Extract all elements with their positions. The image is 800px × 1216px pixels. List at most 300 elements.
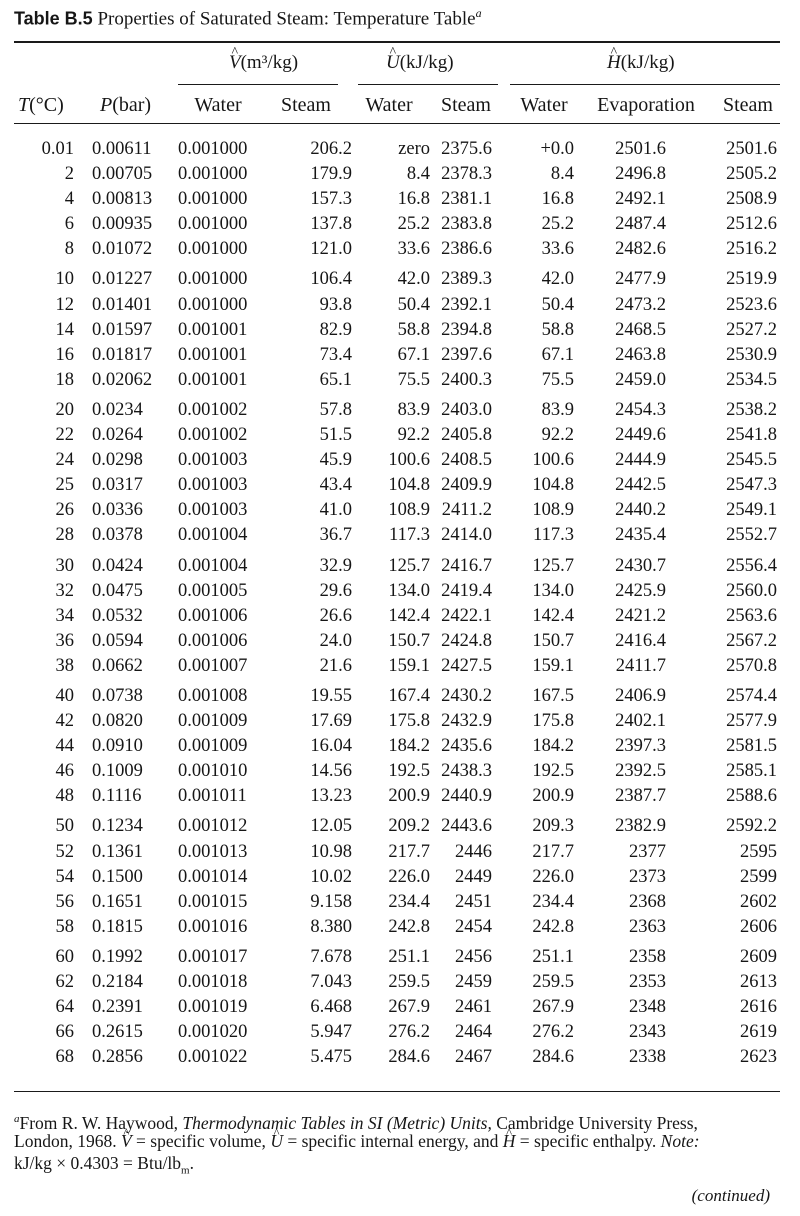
table-row [14, 292, 780, 317]
cell-h-evaporation: 2459.0 [615, 369, 666, 390]
table-row [14, 422, 780, 447]
cell-pressure: 0.1992 [92, 946, 143, 967]
cell-h-water: 50.4 [541, 294, 574, 315]
cell-h-steam: 2581.5 [726, 736, 777, 757]
cell-h-water: 25.2 [541, 214, 574, 235]
cell-u-water: 159.1 [388, 655, 430, 676]
cell-v-steam: 93.8 [319, 294, 352, 315]
cell-v-water: 0.001004 [178, 555, 248, 576]
cell-h-water: 259.5 [532, 972, 574, 992]
cell-v-water: 0.001000 [178, 269, 248, 290]
cell-u-steam: 2397.6 [441, 344, 492, 365]
cell-v-water: 0.001000 [178, 189, 248, 210]
col-header-v-steam: Steam [281, 94, 331, 116]
cell-v-steam: 157.3 [310, 189, 352, 210]
cell-h-steam: 2616 [740, 997, 777, 1018]
table-row [14, 397, 780, 422]
cell-pressure: 0.0910 [92, 736, 143, 757]
cell-pressure: 0.0378 [92, 525, 143, 546]
cell-v-water: 0.001020 [178, 1022, 248, 1043]
table-row [14, 186, 780, 211]
header-rule [14, 123, 780, 124]
cell-h-steam: 2519.9 [726, 269, 777, 290]
cell-h-water: 234.4 [532, 891, 574, 912]
cell-h-evaporation: 2382.9 [615, 816, 666, 837]
cell-h-evaporation: 2358 [629, 946, 666, 967]
cell-h-evaporation: 2463.8 [615, 344, 666, 365]
cell-temp: 4 [64, 189, 74, 210]
cell-u-steam: 2435.6 [441, 736, 492, 757]
cell-h-water: 134.0 [532, 580, 574, 601]
cell-u-steam: 2405.8 [441, 425, 492, 446]
cell-v-steam: 24.0 [319, 630, 352, 651]
table-row [14, 813, 780, 838]
cell-h-steam: 2541.8 [726, 425, 777, 446]
cell-temp: 38 [55, 655, 74, 676]
cell-h-steam: 2567.2 [726, 630, 777, 651]
steam-table-body [14, 136, 780, 1074]
cell-h-water: 267.9 [532, 997, 574, 1018]
cell-h-water: 192.5 [532, 761, 574, 782]
cell-temp: 60 [55, 946, 74, 967]
cell-pressure: 0.1116 [92, 786, 142, 807]
cell-u-steam: 2386.6 [441, 239, 492, 260]
cell-pressure: 0.2391 [92, 997, 143, 1018]
table-number: Table B.5 [14, 8, 93, 29]
cell-temp: 12 [55, 294, 74, 315]
cell-temp: 22 [55, 425, 74, 446]
cell-v-steam: 6.468 [310, 997, 352, 1018]
cell-v-water: 0.001005 [178, 580, 248, 601]
cell-v-steam: 41.0 [319, 500, 352, 521]
cell-h-water: 83.9 [541, 399, 574, 420]
cell-u-steam: 2378.3 [441, 164, 492, 185]
cell-v-water: 0.001002 [178, 425, 248, 446]
group-header-enthalpy: ^ H(kJ/kg) [607, 52, 675, 74]
cell-temp: 56 [55, 891, 74, 912]
cell-pressure: 0.01072 [92, 239, 153, 260]
cell-h-steam: 2547.3 [726, 475, 777, 496]
cell-temp: 52 [55, 841, 74, 862]
cell-v-steam: 179.9 [310, 164, 352, 185]
cell-h-evaporation: 2406.9 [615, 685, 666, 706]
cell-h-steam: 2556.4 [726, 555, 777, 576]
cell-u-steam: 2411.2 [441, 500, 492, 521]
col-header-u-water: Water [365, 94, 413, 116]
cell-pressure: 0.0662 [92, 655, 143, 676]
table-row [14, 266, 780, 291]
cell-pressure: 0.2615 [92, 1022, 143, 1043]
cell-h-water: 209.3 [532, 816, 574, 837]
col-header-h-water: Water [520, 94, 568, 116]
cell-pressure: 0.0424 [92, 555, 143, 576]
cell-h-evaporation: 2449.6 [615, 425, 666, 446]
cell-temp: 30 [55, 555, 74, 576]
cell-h-evaporation: 2348 [629, 997, 666, 1018]
cell-v-water: 0.001016 [178, 916, 248, 937]
cell-h-steam: 2552.7 [726, 525, 777, 546]
cell-u-steam: 2414.0 [441, 525, 492, 546]
cell-pressure: 0.1815 [92, 916, 143, 937]
cell-temp: 0.01 [41, 139, 74, 159]
table-row [14, 914, 780, 939]
cell-v-water: 0.001022 [178, 1047, 248, 1068]
cell-u-water: 117.3 [389, 525, 430, 546]
table-row [14, 522, 780, 547]
cell-u-steam: 2446 [455, 841, 492, 862]
cell-pressure: 0.0264 [92, 425, 143, 446]
cell-h-steam: 2516.2 [726, 239, 777, 260]
table-row [14, 889, 780, 914]
cell-h-evaporation: 2377 [629, 841, 666, 862]
cell-v-water: 0.001018 [178, 972, 248, 992]
cell-pressure: 0.01597 [92, 319, 153, 340]
cell-v-steam: 21.6 [319, 655, 352, 676]
cell-h-water: 108.9 [532, 500, 574, 521]
cell-u-water: 251.1 [388, 946, 430, 967]
table-row [14, 236, 780, 261]
cell-h-water: 8.4 [550, 164, 574, 185]
cell-u-steam: 2424.8 [441, 630, 492, 651]
cell-h-water: 67.1 [541, 344, 574, 365]
table-row [14, 161, 780, 186]
table-row [14, 944, 780, 969]
cell-h-evaporation: 2454.3 [615, 399, 666, 420]
cell-v-steam: 121.0 [310, 239, 352, 260]
cell-u-water: 58.8 [397, 319, 430, 340]
cell-temp: 58 [55, 916, 74, 937]
cell-h-steam: 2592.2 [726, 816, 777, 837]
cell-v-steam: 73.4 [319, 344, 352, 365]
cell-u-water: 209.2 [388, 816, 430, 837]
cell-u-water: 242.8 [388, 916, 430, 937]
cell-h-evaporation: 2482.6 [615, 239, 666, 260]
cell-u-steam: 2432.9 [441, 711, 492, 732]
caption-note-marker: a [475, 6, 482, 20]
cell-pressure: 0.0317 [92, 475, 143, 496]
table-row [14, 1019, 780, 1044]
cell-temp: 50 [55, 816, 74, 837]
cell-h-steam: 2545.5 [726, 450, 777, 471]
cell-v-steam: 19.55 [310, 685, 352, 706]
footnote-line-3: kJ/kg × 0.4303 = Btu/$lb_m$. [14, 1153, 194, 1177]
table-row [14, 758, 780, 783]
cell-v-water: 0.001013 [178, 841, 248, 862]
cell-u-water: 75.5 [397, 369, 430, 390]
cell-h-steam: 2512.6 [726, 214, 777, 235]
cell-h-evaporation: 2501.6 [615, 139, 666, 159]
col-header-v-water: Water [194, 94, 242, 116]
cell-v-steam: 16.04 [310, 736, 352, 757]
cell-u-water: 16.8 [397, 189, 430, 210]
cell-h-water: 175.8 [532, 711, 574, 732]
row-group [14, 136, 780, 261]
cell-v-steam: 43.4 [319, 475, 352, 496]
cell-u-steam: 2459 [455, 972, 492, 992]
cell-pressure: 0.1361 [92, 841, 143, 862]
row-group [14, 266, 780, 391]
cell-pressure: 0.1009 [92, 761, 143, 782]
cell-v-water: 0.001003 [178, 450, 248, 471]
cell-h-water: 100.6 [532, 450, 574, 471]
cell-v-steam: 10.02 [310, 866, 352, 887]
cell-h-water: 251.1 [532, 946, 574, 967]
cell-temp: 62 [55, 972, 74, 992]
cell-pressure: 0.02062 [92, 369, 153, 390]
cell-v-water: 0.001009 [178, 711, 248, 732]
cell-v-steam: 7.043 [310, 972, 352, 992]
table-row [14, 578, 780, 603]
cell-v-water: 0.001002 [178, 399, 248, 420]
cell-u-water: 83.9 [397, 399, 430, 420]
cell-h-steam: 2595 [740, 841, 777, 862]
cell-v-steam: 26.6 [319, 605, 352, 626]
cell-v-water: 0.001009 [178, 736, 248, 757]
table-row [14, 472, 780, 497]
group-header-energy: ^ U(kJ/kg) [386, 52, 454, 74]
cell-h-water: 58.8 [541, 319, 574, 340]
cell-h-steam: 2563.6 [726, 605, 777, 626]
cell-h-steam: 2619 [740, 1022, 777, 1043]
cell-h-evaporation: 2363 [629, 916, 666, 937]
cell-h-evaporation: 2492.1 [615, 189, 666, 210]
cell-u-water: 42.0 [397, 269, 430, 290]
cell-h-steam: 2609 [740, 946, 777, 967]
cell-v-water: 0.001014 [178, 866, 248, 887]
cell-h-evaporation: 2338 [629, 1047, 666, 1068]
cell-u-water: 100.6 [388, 450, 430, 471]
cell-h-steam: 2602 [740, 891, 777, 912]
group-line-enthalpy [510, 84, 780, 85]
cell-temp: 44 [55, 736, 74, 757]
cell-temp: 8 [64, 239, 74, 260]
cell-u-steam: 2467 [455, 1047, 492, 1068]
table-row [14, 211, 780, 236]
cell-temp: 34 [55, 605, 74, 626]
cell-temp: 26 [55, 500, 74, 521]
cell-u-steam: 2443.6 [441, 816, 492, 837]
cell-temp: 14 [55, 319, 74, 340]
cell-v-water: 0.001000 [178, 164, 248, 185]
cell-h-water: 16.8 [541, 189, 574, 210]
cell-h-steam: 2588.6 [726, 786, 777, 807]
cell-h-evaporation: 2477.9 [615, 269, 666, 290]
cell-h-water: 284.6 [532, 1047, 574, 1068]
table-row [14, 969, 780, 994]
cell-h-evaporation: 2440.2 [615, 500, 666, 521]
cell-h-water: 200.9 [532, 786, 574, 807]
cell-h-steam: 2613 [740, 972, 777, 992]
cell-v-steam: 65.1 [319, 369, 352, 390]
table-row [14, 839, 780, 864]
cell-pressure: 0.01227 [92, 269, 153, 290]
cell-temp: 66 [55, 1022, 74, 1043]
col-header-h-evaporation: Evaporation [597, 94, 695, 116]
table-row [14, 994, 780, 1019]
cell-h-steam: 2501.6 [726, 139, 777, 159]
cell-h-evaporation: 2411.7 [615, 655, 666, 676]
cell-temp: 25 [55, 475, 74, 496]
cell-h-water: 75.5 [541, 369, 574, 390]
cell-u-water: 125.7 [388, 555, 430, 576]
cell-u-steam: 2461 [455, 997, 492, 1018]
cell-temp: 28 [55, 525, 74, 546]
cell-v-water: 0.001000 [178, 214, 248, 235]
cell-h-evaporation: 2430.7 [615, 555, 666, 576]
cell-h-evaporation: 2496.8 [615, 164, 666, 185]
cell-v-water: 0.001000 [178, 239, 248, 260]
cell-h-evaporation: 2421.2 [615, 605, 666, 626]
cell-h-evaporation: 2442.5 [615, 475, 666, 496]
group-line-energy [358, 84, 498, 85]
cell-pressure: 0.0532 [92, 605, 143, 626]
cell-h-evaporation: 2425.9 [615, 580, 666, 601]
col-header-pressure: P(bar) [100, 94, 152, 116]
cell-v-water: 0.001003 [178, 500, 248, 521]
cell-temp: 36 [55, 630, 74, 651]
cell-h-steam: 2623 [740, 1047, 777, 1068]
cell-h-evaporation: 2353 [629, 972, 666, 992]
cell-v-steam: 45.9 [319, 450, 352, 471]
cell-v-steam: 13.23 [310, 786, 352, 807]
cell-h-water: 104.8 [532, 475, 574, 496]
cell-u-steam: 2389.3 [441, 269, 492, 290]
cell-u-water: 259.5 [388, 972, 430, 992]
cell-h-steam: 2549.1 [726, 500, 777, 521]
cell-u-water: 167.4 [388, 685, 430, 706]
cell-u-water: 226.0 [388, 866, 430, 887]
cell-temp: 2 [64, 164, 74, 185]
footnote-line-2: London, 1968. ^ V = specific volume, ^ U = specific internal energy, and ^ H = specific enthalpy. Note: [14, 1130, 780, 1152]
cell-u-steam: 2394.8 [441, 319, 492, 340]
cell-temp: 6 [64, 214, 74, 235]
cell-h-steam: 2599 [740, 866, 777, 887]
cell-v-steam: 7.678 [310, 946, 352, 967]
cell-h-water: 276.2 [532, 1022, 574, 1043]
cell-h-evaporation: 2392.5 [615, 761, 666, 782]
cell-u-steam: 2430.2 [441, 685, 492, 706]
cell-v-steam: 12.05 [310, 816, 352, 837]
cell-v-water: 0.001003 [178, 475, 248, 496]
cell-h-steam: 2523.6 [726, 294, 777, 315]
cell-u-steam: 2440.9 [441, 786, 492, 807]
cell-h-water: 33.6 [541, 239, 574, 260]
cell-u-water: 276.2 [388, 1022, 430, 1043]
cell-u-steam: 2438.3 [441, 761, 492, 782]
cell-u-steam: 2409.9 [441, 475, 492, 496]
cell-h-water: 150.7 [532, 630, 574, 651]
cell-v-steam: 36.7 [319, 525, 352, 546]
cell-u-water: 217.7 [388, 841, 430, 862]
cell-v-water: 0.001017 [178, 946, 248, 967]
cell-pressure: 0.0298 [92, 450, 143, 471]
cell-temp: 46 [55, 761, 74, 782]
table-row [14, 553, 780, 578]
cell-u-water: 134.0 [388, 580, 430, 601]
table-row [14, 653, 780, 678]
cell-temp: 42 [55, 711, 74, 732]
cell-pressure: 0.0234 [92, 399, 143, 420]
cell-pressure: 0.00705 [92, 164, 153, 185]
cell-v-water: 0.001000 [178, 294, 248, 315]
cell-temp: 54 [55, 866, 74, 887]
cell-h-water: 167.5 [532, 685, 574, 706]
table-row [14, 1044, 780, 1069]
cell-v-water: 0.001004 [178, 525, 248, 546]
top-rule [14, 41, 780, 43]
cell-v-steam: 32.9 [319, 555, 352, 576]
cell-temp: 10 [55, 269, 74, 290]
cell-temp: 20 [55, 399, 74, 420]
cell-v-steam: 206.2 [310, 139, 352, 159]
cell-h-evaporation: 2444.9 [615, 450, 666, 471]
table-row [14, 783, 780, 808]
table-row [14, 136, 780, 161]
cell-v-steam: 29.6 [319, 580, 352, 601]
cell-v-water: 0.001019 [178, 997, 248, 1018]
cell-h-water: 42.0 [541, 269, 574, 290]
group-header-volume: ^ V(m³/kg) [229, 52, 298, 74]
table-row [14, 497, 780, 522]
cell-pressure: 0.00813 [92, 189, 153, 210]
cell-u-water: 92.2 [397, 425, 430, 446]
cell-temp: 48 [55, 786, 74, 807]
group-line-volume [178, 84, 338, 85]
cell-h-steam: 2577.9 [726, 711, 777, 732]
cell-v-steam: 57.8 [319, 399, 352, 420]
cell-h-evaporation: 2416.4 [615, 630, 666, 651]
cell-h-water: 125.7 [532, 555, 574, 576]
cell-pressure: 0.2856 [92, 1047, 143, 1068]
cell-u-water: 142.4 [388, 605, 430, 626]
cell-u-water: 284.6 [388, 1047, 430, 1068]
table-row [14, 317, 780, 342]
cell-h-evaporation: 2387.7 [615, 786, 666, 807]
cell-h-water: 226.0 [532, 866, 574, 887]
cell-h-evaporation: 2468.5 [615, 319, 666, 340]
cell-h-water: 142.4 [532, 605, 574, 626]
table-row [14, 628, 780, 653]
cell-h-steam: 2585.1 [726, 761, 777, 782]
continued-note: (continued) [691, 1186, 770, 1205]
cell-u-water: 67.1 [397, 344, 430, 365]
cell-h-evaporation: 2435.4 [615, 525, 666, 546]
cell-u-steam: 2416.7 [441, 555, 492, 576]
cell-v-water: 0.001008 [178, 685, 248, 706]
table-caption [14, 6, 482, 30]
cell-v-steam: 5.475 [310, 1047, 352, 1068]
col-header-h-steam: Steam [723, 94, 773, 116]
cell-u-water: 108.9 [388, 500, 430, 521]
row-group [14, 397, 780, 548]
cell-v-water: 0.001001 [178, 344, 248, 365]
table-title: Properties of Saturated Steam: Temperature Table [97, 8, 476, 30]
cell-h-steam: 2538.2 [726, 399, 777, 420]
cell-h-water: +0.0 [540, 139, 574, 159]
cell-h-evaporation: 2343 [629, 1022, 666, 1043]
cell-u-water: 175.8 [388, 711, 430, 732]
cell-h-evaporation: 2397.3 [615, 736, 666, 757]
cell-v-water: 0.001001 [178, 369, 248, 390]
cell-v-steam: 51.5 [319, 425, 352, 446]
cell-v-water: 0.001006 [178, 605, 248, 626]
cell-h-water: 92.2 [541, 425, 574, 446]
table-row [14, 683, 780, 708]
row-group [14, 813, 780, 938]
cell-h-water: 217.7 [532, 841, 574, 862]
bottom-rule [14, 1091, 780, 1092]
cell-pressure: 0.1500 [92, 866, 143, 887]
